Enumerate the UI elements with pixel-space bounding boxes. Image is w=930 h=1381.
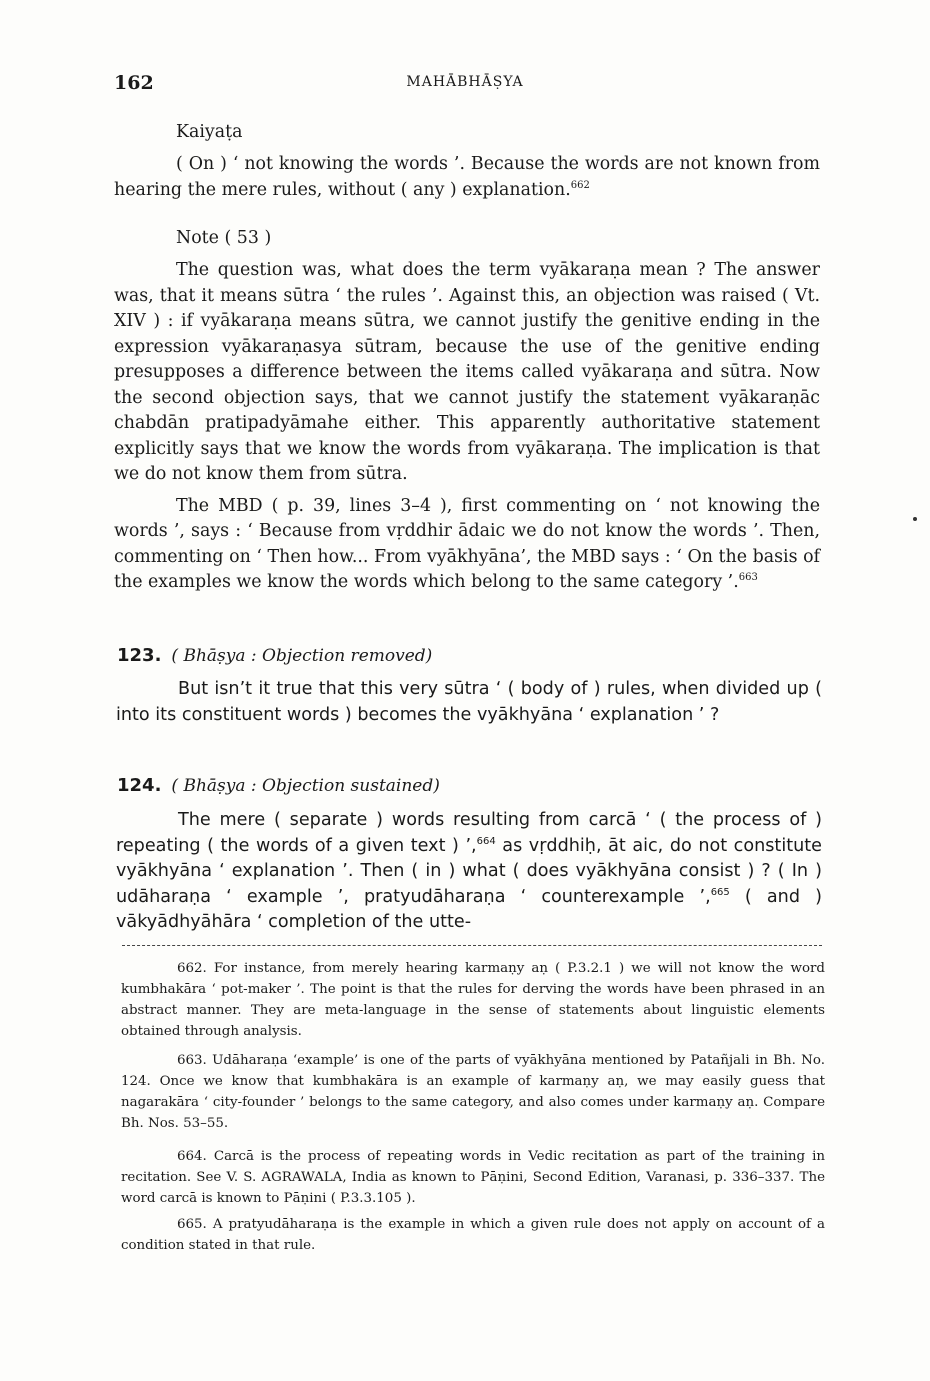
section-124-heading (117, 775, 440, 796)
section-123-text: But isn’t it true that this very sūtra ‘ ( body of ) rules, when divided up ( into its constituent words ) becomes the vyākhyāna ‘ explanation ’ ? (116, 679, 822, 725)
section-123-heading (117, 645, 432, 666)
section-124-text-b: as vṛddhiḥ, āt aic, do not constitute vyākhyāna ‘ explanation ’. Then ( in ) what ( does vyākhyāna consist ) ? ( In ) udāharaṇa ‘ example ’, pratyudāharaṇa ‘ counterexample ’, (116, 835, 822, 907)
footnote-662: 662. For instance, from merely hearing karmaṇy aṇ ( P.3.2.1 ) we will not know the word kumbhakāra ‘ pot-maker ’. The point is that the rules for derving the words have been phrased in an abstract manner. They are meta-language in the sense of statements about linguistic elements obtained through analysis. (121, 961, 825, 1039)
running-head: MAHĀBHĀṢYA (406, 74, 524, 90)
section-123-number: 123. (117, 645, 162, 666)
section-124-number: 124. (117, 775, 162, 796)
section-123-title: ( Bhāṣya : Objection removed) (171, 646, 433, 666)
footnote-ref-664: 664 (476, 835, 496, 847)
kaiyata-text: ( On ) ‘ not knowing the words ’. Because the words are not known from hearing the mere rules, without ( any ) explanation. (114, 154, 820, 200)
section-124-title: ( Bhāṣya : Objection sustained) (171, 776, 440, 796)
section-124-body (116, 808, 822, 936)
footnote-ref-665: 665 (710, 886, 730, 898)
page-number: 162 (114, 72, 154, 94)
section-124-text-c: ( and ) vākyādhyāhāra ‘ completion of the utte- (116, 886, 822, 932)
footnote-divider (122, 945, 822, 946)
kaiyata-label: Kaiyaṭa (176, 122, 243, 142)
footnote-663: 663. Udāharaṇa ‘example’ is one of the parts of vyākhyāna mentioned by Patañjali in Bh. No. 124. Once we know that kumbhakāra is an example of karmaṇy aṇ, we may easily guess that nagarakāra ‘ city-founder ’ belongs to the same category, and also comes under karmaṇy aṇ. Compare Bh. Nos. 53–55. (121, 1053, 825, 1131)
footnote-ref-663: 663 (738, 572, 758, 584)
note-label: Note ( 53 ) (176, 228, 272, 248)
footnote-664: 664. Carcā is the process of repeating words in Vedic recitation as part of the training in recitation. See V. S. AGRAWALA, India as known to Pāṇini, Second Edition, Varanasi, p. 336–337. The word carcā is known to Pāṇini ( P.3.3.105 ). (121, 1149, 825, 1206)
margin-mark (913, 517, 917, 521)
note-paragraph-1: The question was, what does the term vyākaraṇa mean ? The answer was, that it means sūtra ‘ the rules ’. Against this, an objection was raised ( Vt. XIV ) : if vyākaraṇa means sūtra, we cannot justify the genitive ending in the expression vyākaraṇasya sūtram, because the use of the genitive ending presupposes a difference between the items called vyākaraṇa and sūtra. Now the second objection says, that we cannot justify the statement vyākaraṇāc chabdān pratipadyāmahe either. This apparently authoritative statement explicitly says that we know the words from vyākaraṇa. The implication is that we do not know them from sūtra. (114, 260, 820, 484)
section-124-text-a: The mere ( separate ) words resulting from carcā ‘ ( the process of ) repeating ( the words of a given text ) ’, (116, 810, 822, 856)
footnote-ref-662: 662 (570, 179, 590, 191)
note-paragraph-2-text: The MBD ( p. 39, lines 3–4 ), first commenting on ‘ not knowing the words ’, says : ‘ Because from vṛddhir ādaic we do not know the words ’. Then, commenting on ‘ Then how... From vyākhyāna’, the MBD says : ‘ On the basis of the examples we know the words which belong to the same category ’. (114, 495, 820, 592)
note-body (114, 258, 820, 596)
footnote-665: 665. A pratyudāharaṇa is the example in which a given rule does not apply on account of a condition stated in that rule. (121, 1217, 825, 1253)
note-paragraph-2 (114, 494, 820, 596)
kaiyata-paragraph (114, 152, 820, 203)
section-123-body (116, 677, 822, 728)
